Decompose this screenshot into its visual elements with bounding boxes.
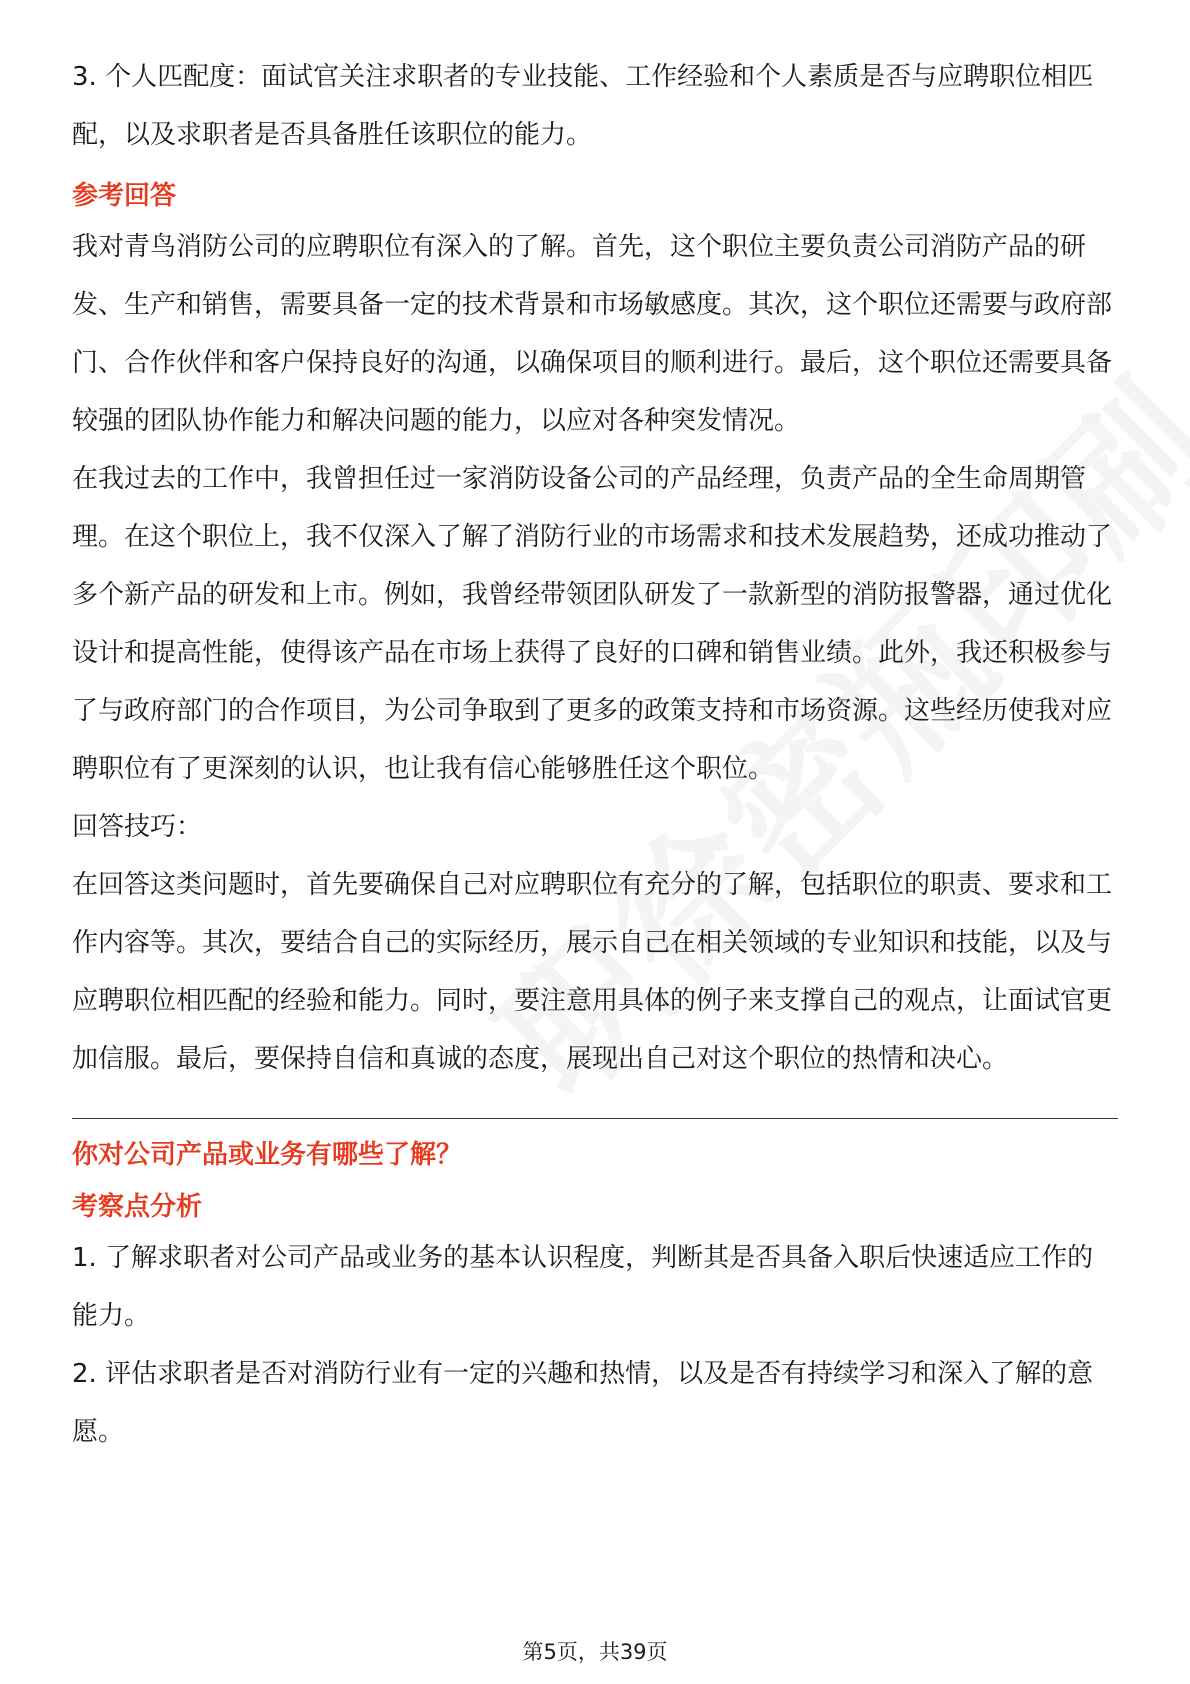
tips-paragraph: 在回答这类问题时，首先要确保自己对应聘职位有充分的了解，包括职位的职责、要求和工作内容等。其次，要结合自己的实际经历，展示自己在相关领域的专业知识和技能，以及与应聘职位相匹配的经验和能力。同时，要注意用具体的例子来支撑自己的观点，让面试官更加信服。最后，要保持自信和真诚的态度，展现出自己对这个职位的热情和决心。 [72,870,1113,1074]
answer-paragraph-1: 我对青鸟消防公司的应聘职位有深入的了解。首先，这个职位主要负责公司消防产品的研发、生产和销售，需要具备一定的技术背景和市场敏感度。其次，这个职位还需要与政府部门、合作伙伴和客户保持良好的沟通，以确保项目的顺利进行。最后，这个职位还需要具备较强的团队协作能力和解决问题的能力，以应对各种突发情况。 [72,232,1113,436]
analysis-item-1: 1. 了解求职者对公司产品或业务的基本认识程度，判断其是否具备入职后快速适应工作的能力。 [72,1243,1094,1331]
analysis-item-2: 2. 评估求职者是否对消防行业有一定的兴趣和热情，以及是否有持续学习和深入了解的意愿。 [72,1359,1094,1447]
match-criterion-item: 3. 个人匹配度：面试官关注求职者的专业技能、工作经验和个人素质是否与应聘职位相匹配，以及求职者是否具备胜任该职位的能力。 [72,62,1094,150]
page-number-footer: 第5页，共39页 [522,1640,668,1664]
tips-label: 回答技巧： [72,812,203,842]
document-body [72,48,1118,1461]
section-divider [72,1118,1118,1119]
analysis-heading: 考察点分析 [72,1192,203,1222]
reference-answer-heading: 参考回答 [72,181,177,211]
question-heading: 你对公司产品或业务有哪些了解？ [72,1140,463,1170]
answer-paragraph-2: 在我过去的工作中，我曾担任过一家消防设备公司的产品经理，负责产品的全生命周期管理。在这个职位上，我不仅深入了解了消防行业的市场需求和技术发展趋势，还成功推动了多个新产品的研发和上市。例如，我曾经带领团队研发了一款新型的消防报警器，通过优化设计和提高性能，使得该产品在市场上获得了良好的口碑和销售业绩。此外，我还积极参与了与政府部门的合作项目，为公司争取到了更多的政策支持和市场资源。这些经历使我对应聘职位有了更深刻的认识，也让我有信心能够胜任这个职位。 [72,464,1113,784]
